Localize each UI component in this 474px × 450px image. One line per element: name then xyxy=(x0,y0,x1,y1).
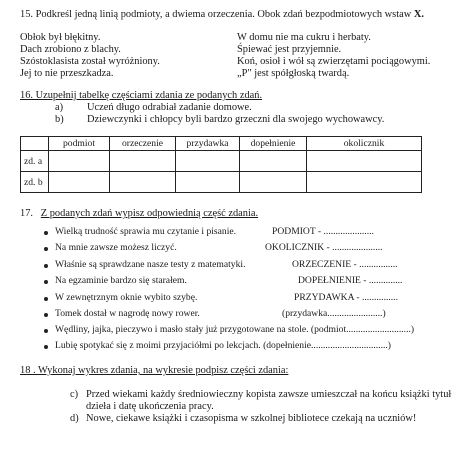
table-header-cell xyxy=(21,137,49,151)
ex18-sentence: Przed wiekami każdy średniowieczny kopista zawsze umieszczał na końcu książki tytuł xyxy=(86,389,452,400)
bullet-icon xyxy=(44,247,48,251)
ex17-answer-field[interactable]: DOPEŁNIENIE - .............. xyxy=(298,275,403,286)
ex16-item-text: Dziewczynki i chłopcy byli bardzo grzeczni dla swojego wychowawcy. xyxy=(87,114,385,125)
ex17-sentence: Tomek dostał w nagrodę nowy rower. xyxy=(55,308,200,319)
bullet-icon xyxy=(44,280,48,284)
table-header-cell: orzeczenie xyxy=(110,137,176,151)
ex17-sentence: Lubię spotykać się z moimi przyjaciółmi po lekcjach. (dopełnienie................................) xyxy=(55,340,391,351)
parts-of-sentence-table xyxy=(20,136,422,193)
ex15-sentence: W domu nie ma cukru i herbaty. xyxy=(237,32,371,43)
ex17-answer-field[interactable]: ORZECZENIE - ................ xyxy=(292,259,398,270)
table-row-label: zd. b xyxy=(21,172,49,193)
ex17-sentence: Na egzaminie bardzo się starałem. xyxy=(55,275,187,286)
table-cell[interactable] xyxy=(307,151,422,172)
table-cell[interactable] xyxy=(240,172,307,193)
table-cell[interactable] xyxy=(307,172,422,193)
table-cell[interactable] xyxy=(240,151,307,172)
ex15-sentence: Jej to nie przeszkadza. xyxy=(20,68,114,79)
ex15-sentence: Obłok był błękitny. xyxy=(20,32,101,43)
bullet-icon xyxy=(44,345,48,349)
table-header-cell: dopełnienie xyxy=(240,137,307,151)
ex16-title: 16. Uzupełnij tabelkę częściami zdania ze podanych zdań. xyxy=(20,90,263,101)
table-cell[interactable] xyxy=(110,172,176,193)
table-cell[interactable] xyxy=(49,172,110,193)
ex17-answer-field[interactable]: PODMIOT - ..................... xyxy=(272,226,374,237)
ex18-item-label: c) xyxy=(70,389,79,400)
ex17-sentence: Właśnie są sprawdzane nasze testy z matematyki. xyxy=(55,259,246,270)
ex15-sentence: „P" jest spółgłoską twardą. xyxy=(237,68,350,79)
ex15-sentence: Szóstoklasista został wyróżniony. xyxy=(20,56,160,67)
bullet-icon xyxy=(44,297,48,301)
ex15-title xyxy=(20,9,424,21)
table-cell[interactable] xyxy=(176,172,240,193)
ex17-answer-field[interactable]: OKOLICZNIK - ..................... xyxy=(265,242,383,253)
ex15-sentence: Koń, osioł i wół są zwierzętami pociągowymi. xyxy=(237,56,431,67)
ex15-instruction: Podkreśl jedną linią podmioty, a dwiema orzeczenia. Obok zdań bezpodmiotowych wstaw xyxy=(35,9,412,20)
ex17-sentence: Na mnie zawsze możesz liczyć. xyxy=(55,242,177,253)
ex17-answer-field[interactable]: (przydawka.......................) xyxy=(282,308,386,319)
bullet-icon xyxy=(44,231,48,235)
table-header-cell: podmiot xyxy=(49,137,110,151)
table-row-label: zd. a xyxy=(21,151,49,172)
bullet-icon xyxy=(44,329,48,333)
table-cell[interactable] xyxy=(49,151,110,172)
ex16-item-label: a) xyxy=(55,102,64,113)
ex17-sentence: W zewnętrznym oknie wybito szybę. xyxy=(55,292,198,303)
table-header-cell: przydawka xyxy=(176,137,240,151)
ex15-marker: X. xyxy=(413,9,424,20)
table-header-cell: okolicznik xyxy=(307,137,422,151)
table-row xyxy=(21,172,422,193)
bullet-icon xyxy=(44,313,48,317)
table-header-row xyxy=(21,137,422,151)
ex18-sentence: Nowe, ciekawe książki i czasopisma w szkolnej bibliotece czekają na uczniów! xyxy=(86,413,417,424)
bullet-icon xyxy=(44,264,48,268)
table-cell[interactable] xyxy=(176,151,240,172)
ex18-sentence: dzieła i datę ukończenia pracy. xyxy=(86,401,214,412)
ex15-sentence: Dach zrobiono z blachy. xyxy=(20,44,121,55)
ex17-answer-field[interactable]: PRZYDAWKA - ............... xyxy=(294,292,398,303)
ex18-item-label: d) xyxy=(70,413,79,424)
ex17-sentence: Wielką trudność sprawia mu czytanie i pisanie. xyxy=(55,226,237,237)
ex17-title xyxy=(20,208,258,220)
ex17-instruction: Z podanych zdań wypisz odpowiednią część zdania. xyxy=(40,208,259,219)
ex15-sentence: Śpiewać jest przyjemnie. xyxy=(237,44,342,55)
ex16-item-text: Uczeń długo odrabiał zadanie domowe. xyxy=(87,102,252,113)
ex17-number: 17. xyxy=(20,208,33,219)
ex15-number: 15. xyxy=(20,9,33,20)
ex17-sentence: Wędliny, jajka, pieczywo i masło stały już przygotowane na stole. (podmiot...........................) xyxy=(55,324,415,335)
table-cell[interactable] xyxy=(110,151,176,172)
ex18-title: 18 . Wykonaj wykres zdania, na wykresie podpisz części zdania: xyxy=(20,365,289,376)
table-row xyxy=(21,151,422,172)
ex16-item-label: b) xyxy=(55,114,64,125)
